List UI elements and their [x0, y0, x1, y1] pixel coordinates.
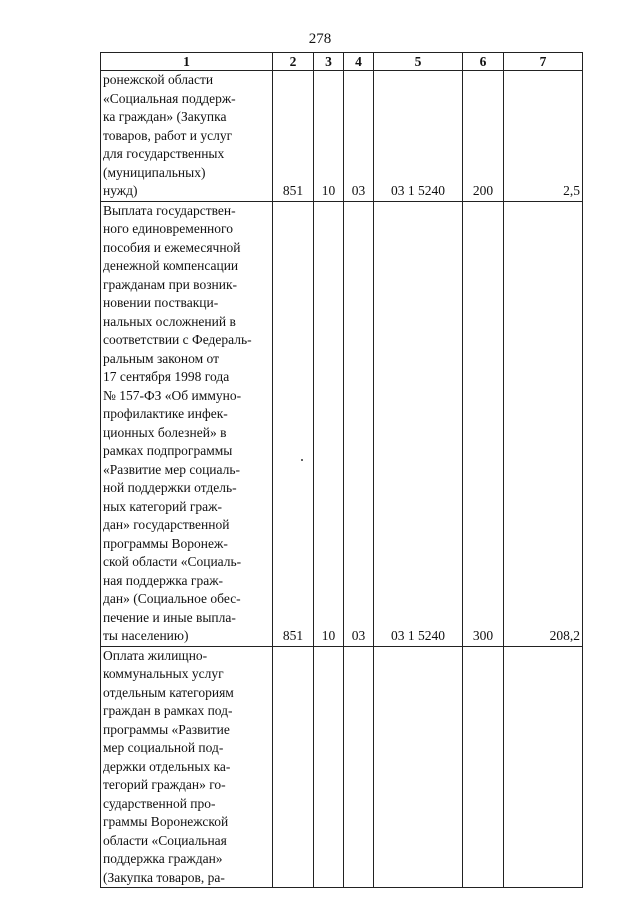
- column-header-6: 6: [463, 53, 504, 71]
- amount: [504, 646, 583, 888]
- column-header-3: 3: [314, 53, 344, 71]
- target-article-code: 03 1 5240: [374, 71, 463, 202]
- section-code: [314, 646, 344, 888]
- section-code: 10: [314, 201, 344, 646]
- column-header-2: 2: [273, 53, 314, 71]
- ministry-code: 851: [273, 201, 314, 646]
- column-header-1: 1: [101, 53, 273, 71]
- budget-table: [100, 52, 583, 888]
- scan-speck: [301, 459, 303, 461]
- subsection-code: [344, 646, 374, 888]
- page-number: 278: [308, 31, 332, 47]
- row-description: Выплата государствен- ного единовременного пособия и ежемесячной денежной компенсации гражданам при возник- новении поствакци- нальных осложнений в соответствии с Федераль- ральным законом от 17 сентября 1998 года № 157-ФЗ «Об иммуно- профилактике инфек- ционных болезней» в рамках подпрограммы «Развитие мер социаль- ной поддержки отдель- ных категорий граж- дан» государственной программы Воронеж- ской области «Социаль- ная поддержка граж- дан» (Социальное обес- печение и иные выпла- ты населению): [101, 201, 273, 646]
- subsection-code: 03: [344, 71, 374, 202]
- table-row: [101, 201, 583, 646]
- expense-type-code: [463, 646, 504, 888]
- ministry-code: 851: [273, 71, 314, 202]
- table-row: [101, 71, 583, 202]
- column-header-7: 7: [504, 53, 583, 71]
- subsection-code: 03: [344, 201, 374, 646]
- table-header-row: [101, 53, 583, 71]
- amount: 2,5: [504, 71, 583, 202]
- section-code: 10: [314, 71, 344, 202]
- table-row: [101, 646, 583, 888]
- target-article-code: [374, 646, 463, 888]
- column-header-5: 5: [374, 53, 463, 71]
- column-header-4: 4: [344, 53, 374, 71]
- expense-type-code: 300: [463, 201, 504, 646]
- row-description: Оплата жилищно- коммунальных услуг отдельным категориям граждан в рамках под- программы «Развитие мер социальной под- держки отдельных ка- тегорий граждан» го- сударственной про- граммы Воронежской области «Социальная поддержка граждан» (Закупка товаров, ра-: [101, 646, 273, 888]
- expense-type-code: 200: [463, 71, 504, 202]
- target-article-code: 03 1 5240: [374, 201, 463, 646]
- ministry-code: [273, 646, 314, 888]
- amount: 208,2: [504, 201, 583, 646]
- row-description: ронежской области «Социальная поддерж- ка граждан» (Закупка товаров, работ и услуг для государственных (муниципальных) нужд): [101, 71, 273, 202]
